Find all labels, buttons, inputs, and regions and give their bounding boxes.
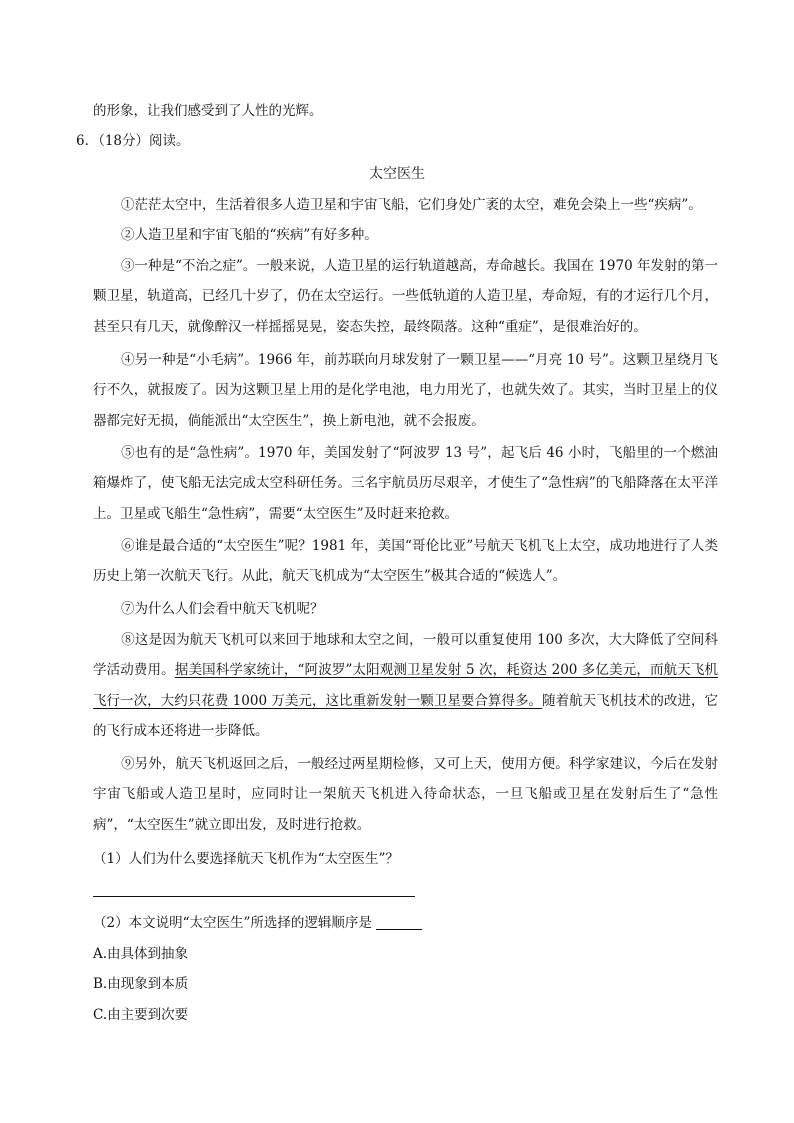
- question-header: [76, 131, 190, 151]
- sub-question-2: （2）本文说明“太空医生”所选择的逻辑顺序是: [93, 913, 422, 933]
- question-number: 6．: [76, 133, 99, 149]
- option-b: B.由现象到本质: [93, 976, 189, 992]
- paragraph-9: ⑨另外，航天飞机返回之后，一般经过两星期检修，又可上天，使用方便。科学家建议，今后在发射宇宙飞船或人造卫星时，应同时让一架航天飞机进入待命状态，一旦飞船或卫星在发射后生了“急性病”，“太空医生”就立即出发，及时进行抢救。: [93, 756, 718, 833]
- paragraph-8: ⑧这是因为航天飞机可以来回于地球和太空之间，一般可以重复使用 100 多次，大大降低了空间科学活动费用。据美国科学家统计，“阿波罗”太阳观测卫星发射 5 次，耗资达 200 多亿美元，而航天飞机飞行一次，大约只花费 1000 万美元，这比重新发射一颗卫星要合算得多。随着航天飞机技术的改进，它的飞行成本还将进一步降低。: [93, 632, 719, 739]
- paragraph-7: ⑦为什么人们会看中航天飞机呢？: [121, 601, 324, 617]
- sub-question-1: （1）人们为什么要选择航天飞机作为“太空医生”？: [93, 851, 399, 867]
- option-c: C.由主要到次要: [93, 1007, 189, 1023]
- article-title: 太空医生: [369, 166, 425, 182]
- answer-line: [93, 896, 415, 897]
- paragraph-2: ②人造卫星和宇宙飞船的“疾病”有好多种。: [121, 227, 378, 243]
- question-instruction: 阅读。: [149, 133, 190, 149]
- option-a: A.由具体到抽象: [93, 946, 189, 962]
- answer-blank: [376, 915, 422, 930]
- underlined-sentence: 据美国科学家统计，“阿波罗”太阳观测卫星发射 5 次，耗资达 200 多亿美元，而航天飞机飞行一次，大约只花费 1000 万美元，这比重新发射一颗卫星要合算得多。: [93, 662, 719, 709]
- paragraph-5: ⑤也有的是“急性病”。1970 年，美国发射了“阿波罗 13 号”，起飞后 46 小时，飞船里的一个燃油箱爆炸了，使飞船无法完成太空科研任务。三名宇航员历尽艰辛，才使生了“急性病”的飞船降落在太平洋上。卫星或飞船生“急性病”，需要“太空医生”及时赶来抢救。: [93, 445, 718, 522]
- question-score: （18分）: [98, 133, 150, 149]
- previous-answer-tail: 的形象，让我们感受到了人性的光辉。: [93, 103, 323, 119]
- paragraph-4: ④另一种是“小毛病”。1966 年，前苏联向月球发射了一颗卫星——“月亮 10 号”。这颗卫星绕月飞行不久，就报废了。因为这颗卫星上用的是化学电池，电力用光了，也就失效了。其实，当时卫星上的仪器都完好无损，倘能派出“太空医生”，换上新电池，就不会报废。: [93, 352, 718, 429]
- paragraph-6: ⑥谁是最合适的“太空医生”呢？1981 年，美国“哥伦比亚”号航天飞机飞上太空，成功地进行了人类历史上第一次航天飞行。从此，航天飞机成为“太空医生”极其合适的“候选人”。: [93, 538, 718, 585]
- paragraph-3: ③一种是“不治之症”。一般来说，人造卫星的运行轨道越高，寿命越长。我国在 1970 年发射的第一颗卫星，轨道高，已经几十岁了，仍在太空运行。一些低轨道的人造卫星，寿命短，有的才运行几个月，甚至只有几天，就像醉汉一样摇摇晃晃，姿态失控，最终陨落。这种“重症”，是很难治好的。: [93, 258, 718, 335]
- paragraph-1: ①茫茫太空中，生活着很多人造卫星和宇宙飞船，它们身处广袤的太空，难免会染上一些“疾病”。: [121, 197, 702, 213]
